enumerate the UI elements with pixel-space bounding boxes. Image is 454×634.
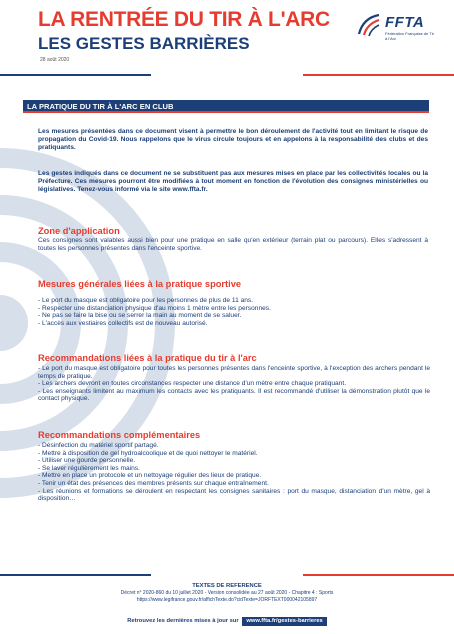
page-title: LA RENTRÉE DU TIR À L'ARC [38,8,330,31]
list-item: - Désinfection du matériel sportif partagé. [38,442,159,449]
list-item: - L'accès aux vestiaires collectifs est de nouveau autorisé. [38,319,208,327]
updates-line [0,617,454,626]
list-item: - Le port du masque est obligatoire pour les personnes de plus de 11 ans. [38,297,254,304]
mesures-heading: Mesures générales liées à la pratique sportive [38,279,242,289]
mesures-list [38,297,430,327]
references-footer [0,582,454,604]
references-heading: TEXTES DE REFERENCE [192,583,262,589]
page-subtitle: LES GESTES BARRIÈRES [38,34,250,53]
legifrance-link[interactable]: https://www.legifrance.gouv.fr/affichTexte.do?cidTexte=JORFTEXT000042105897 [136,597,318,603]
decree-reference: Décret n° 2020-860 du 10 juillet 2020 - Version consolidée au 27 août 2020 - Chapitre 4 : Sports [120,590,334,596]
intro-paragraph-1: Les mesures présentées dans ce document visent à permettre le bon déroulement de l'activité tout en limitant le risque de propagation du Covid-19. Nous rappelons que le virus circule toujours et en appelons à la responsabilité des clubs et des pratiquants. [38,128,428,152]
list-item: - Respecter une distanciation physique d'au moins 1 mètre entre les personnes. [38,304,271,312]
list-item: - Le port du masque est obligatoire pour toutes les personnes présentes dans l'enceinte sportive, à l'exception des archers pendant le temps de pratique. [38,365,430,380]
section-banner: LA PRATIQUE DU TIR À L'ARC EN CLUB [23,100,429,113]
recommandations-heading: Recommandations liées à la pratique du tir à l'arc [38,353,257,363]
list-item: - Ne pas se faire la bise ou se serrer la main au moment de se saluer. [38,312,242,320]
list-item: - Mettre à disposition de gel hydroalcoolique et de quoi nettoyer le matériel. [38,449,258,457]
zone-heading: Zone d'application [38,226,120,236]
complementaires-heading: Recommandations complémentaires [38,430,201,440]
list-item: - Les archers devront en toutes circonstances respecter une distance d'un mètre entre chaque pratiquant. [38,380,347,388]
updates-text: Retrouvez les dernières mises à jour sur [127,618,239,624]
list-item: - Tenir un état des présences des membres présents sur chaque entraînement. [38,479,269,487]
list-item: - Les enseignants limitent au maximum les contacts avec les pratiquants. Il est recommandé d'utiliser la démonstration plutôt que le contact physique. [38,387,430,403]
list-item: - Mettre en place un protocole et un nettoyage régulier des lieux de pratique. [38,472,262,480]
logo-name: FFTA [385,14,425,31]
complementaires-list [38,442,430,503]
footer-divider [0,574,454,576]
intro-paragraph-2: Les gestes indiqués dans ce document ne se substituent pas aux mesures mises en place par les collectivités locales ou la Préfecture. Ces mesures pourront être modifiées à tout moment en fonction de l'évolution des consignes ministérielles ou législatives. Tenez-vous informé via le site www.ffta.fr. [38,170,428,194]
gestes-barrieres-link[interactable]: www.ffta.fr/gestes-barrieres [242,617,326,626]
list-item: - Utiliser une gourde personnelle. [38,457,136,465]
list-item: - Se laver régulièrement les mains. [38,464,140,472]
logo-subtitle: Fédération Française de Tir à l'Arc [385,31,434,41]
document-date: 28 août 2020 [40,57,70,63]
recommandations-list [38,365,430,403]
list-item: - Les réunions et formations se déroulent en respectant les consignes sanitaires : port du masque, distanciation d'un mètre, gel à disposition… [38,487,430,503]
zone-text: Ces consignes sont valables aussi bien pour une pratique en salle qu'en extérieur (terrain plat ou parcours). Elles s'adressent à toutes les personnes présentes dans l'enceinte sportive. [38,237,428,253]
